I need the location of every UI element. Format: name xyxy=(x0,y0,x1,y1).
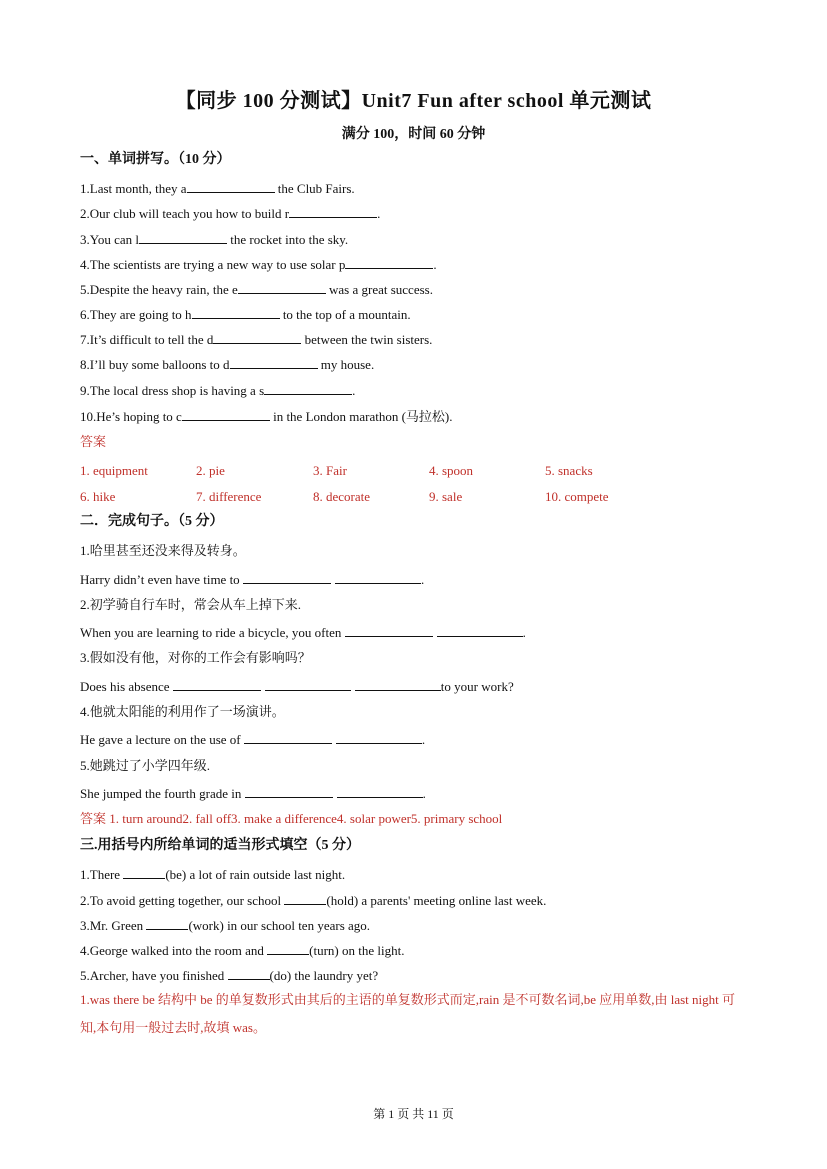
answer-item: 5. snacks xyxy=(545,463,593,478)
question-line: 4.George walked into the room and (turn) on the light. xyxy=(80,943,405,958)
question-line: 1.Last month, they a the Club Fairs. xyxy=(80,181,355,196)
question-line: 6.They are going to h to the top of a mountain. xyxy=(80,307,411,322)
answer-blank[interactable] xyxy=(345,624,433,637)
question-line: 5.Archer, have you finished (do) the laundry yet? xyxy=(80,968,379,983)
answer-blank[interactable] xyxy=(267,942,309,955)
answer-blank[interactable] xyxy=(123,866,165,879)
page-subtitle: 满分 100，时间 60 分钟 xyxy=(341,127,486,142)
page-footer: 第 1 页 共 11 页 xyxy=(373,1107,454,1121)
answer-item: 7. difference xyxy=(196,489,262,504)
answer-blank[interactable] xyxy=(437,624,523,637)
question-line: 3.Mr. Green (work) in our school ten years ago. xyxy=(80,918,371,933)
question-line: 1.There (be) a lot of rain outside last night. xyxy=(80,867,346,882)
answer-blank[interactable] xyxy=(192,306,280,319)
answer-blank[interactable] xyxy=(355,678,441,691)
chinese-sentence: 4.他就太阳能的利用作了一场演讲。 xyxy=(80,704,285,719)
section1-heading: 一、单词拼写。（10 分） xyxy=(80,152,231,167)
sentence-line: She jumped the fourth grade in . xyxy=(80,786,426,801)
sentence-line: He gave a lecture on the use of . xyxy=(80,732,426,747)
sentence-line: When you are learning to ride a bicycle, you often . xyxy=(80,625,526,640)
answer-item: 4. spoon xyxy=(429,463,474,478)
answer-blank[interactable] xyxy=(284,892,326,905)
question-line: 7.It’s difficult to tell the d between the twin sisters. xyxy=(80,332,433,347)
chinese-sentence: 3.假如没有他，对你的工作会有影响吗？ xyxy=(80,650,311,665)
answer-item: 9. sale xyxy=(429,489,463,504)
answer-item: 3. Fair xyxy=(313,463,347,478)
answer-blank[interactable] xyxy=(213,331,301,344)
question-line: 2.To avoid getting together, our school (hold) a parents' meeting online last week. xyxy=(80,893,547,908)
chinese-sentence: 5.她跳过了小学四年级. xyxy=(80,758,211,773)
answer-blank[interactable] xyxy=(146,917,188,930)
section2-heading: 二．完成句子。（5 分） xyxy=(80,514,224,529)
answer-blank[interactable] xyxy=(173,678,261,691)
answer-text: 1. turn around2. fall off3. make a difference4. solar power5. primary school xyxy=(106,811,503,826)
answer-blank[interactable] xyxy=(244,731,332,744)
sentence-line: Does his absence to your work? xyxy=(80,679,514,694)
answer-blank[interactable] xyxy=(243,571,331,584)
answer-label: 答案 xyxy=(80,434,107,449)
chinese-sentence: 2.初学骑自行车时，常会从车上掉下来. xyxy=(80,597,302,612)
answer-blank[interactable] xyxy=(335,571,421,584)
question-line: 5.Despite the heavy rain, the e was a great success. xyxy=(80,282,433,297)
answer-blank[interactable] xyxy=(264,382,352,395)
answer-item: 6. hike xyxy=(80,489,116,504)
answer-blank[interactable] xyxy=(230,356,318,369)
answer-blank[interactable] xyxy=(238,281,326,294)
answer-item: 8. decorate xyxy=(313,489,371,504)
answer-blank[interactable] xyxy=(337,785,423,798)
question-line: 8.I’ll buy some balloons to d my house. xyxy=(80,357,375,372)
answer-blank[interactable] xyxy=(336,731,422,744)
answer-item: 1. equipment xyxy=(80,463,148,478)
answer-blank[interactable] xyxy=(245,785,333,798)
answer-item: 10. compete xyxy=(545,489,609,504)
answer-blank[interactable] xyxy=(345,256,433,269)
answer-blank[interactable] xyxy=(265,678,351,691)
page-title: 【同步 100 分测试】Unit7 Fun after school 单元测试 xyxy=(175,90,652,112)
answer-label: 答案 xyxy=(80,811,107,826)
answer-item: 2. pie xyxy=(196,463,225,478)
section3-heading: 三.用括号内所给单词的适当形式填空（5 分） xyxy=(80,838,360,853)
answer-blank[interactable] xyxy=(182,408,270,421)
question-line: 10.He’s hoping to c in the London marathon (马拉松). xyxy=(80,409,453,424)
answer-blank[interactable] xyxy=(289,205,377,218)
answer-explanation: 1.was there be 结构中 be 的单复数形式由其后的主语的单复数形式而定,rain 是不可数名词,be 应用单数,由 last night 可知,本句用一般过去时,故填 was。 xyxy=(80,992,735,1035)
answer-blank[interactable] xyxy=(187,180,275,193)
question-line: 4.The scientists are trying a new way to use solar p . xyxy=(80,257,437,272)
question-line: 2.Our club will teach you how to build r . xyxy=(80,206,381,221)
answer-line xyxy=(80,811,502,827)
chinese-sentence: 1.哈里甚至还没来得及转身。 xyxy=(80,543,246,558)
answer-blank[interactable] xyxy=(139,231,227,244)
question-line: 3.You can l the rocket into the sky. xyxy=(80,232,349,247)
question-line: 9.The local dress shop is having a s . xyxy=(80,383,356,398)
sentence-line: Harry didn’t even have time to . xyxy=(80,572,425,587)
answer-blank[interactable] xyxy=(228,967,270,980)
